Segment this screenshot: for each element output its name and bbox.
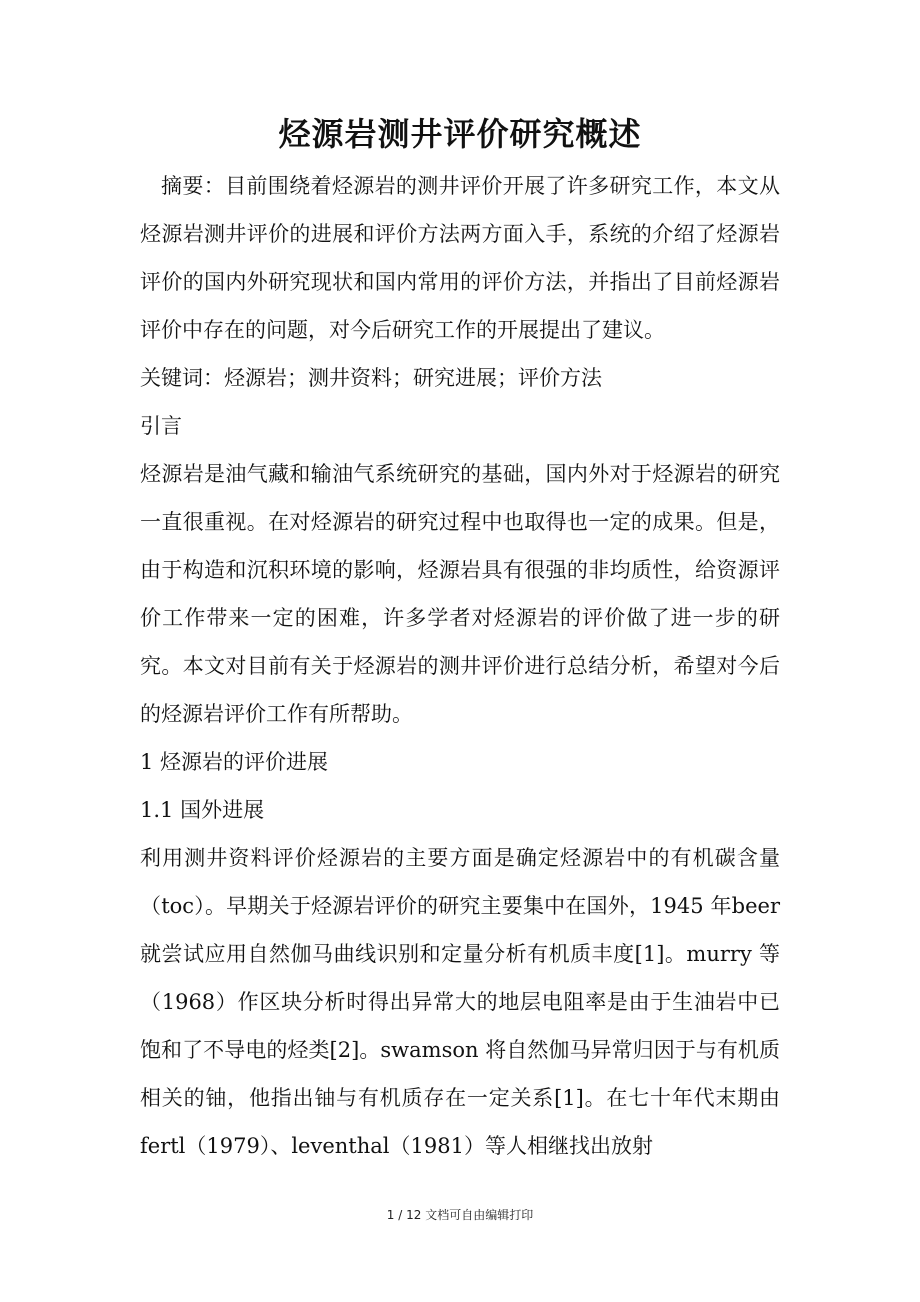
intro-heading: 引言 [140, 414, 182, 438]
intro-paragraph: 烃源岩是油气藏和输油气系统研究的基础，国内外对于烃源岩的研究一直很重视。在对烃源岩的研究过程中也取得也一定的成果。但是，由于构造和沉积环境的影响，烃源岩具有很强的非均质性，给资源评价工作带来一定的困难，许多学者对烃源岩的评价做了进一步的研究。本文对目前有关于烃源岩的测井评价进行总结分析，希望对今后的烃源岩评价工作有所帮助。 [140, 462, 780, 726]
section-1-1-paragraph: 利用测井资料评价烃源岩的主要方面是确定烃源岩中的有机碳含量（toc）。早期关于烃源岩评价的研究主要集中在国外，1945 年beer 就尝试应用自然伽马曲线识别和定量分析有机质丰度[1]。murry 等（1968）作区块分析时得出异常大的地层电阻率是由于生油岩中已饱和了不导电的烃类[2]。swamson 将自然伽马异常归因于与有机质相关的铀，他指出铀与有机质存在一定关系[1]。在七十年代末期由 fertl（1979）、leventhal（1981）等人相继找出放射 [140, 846, 780, 1158]
section-1-heading: 1 烃源岩的评价进展 [140, 750, 329, 774]
abstract-paragraph: 摘要：目前围绕着烃源岩的测井评价开展了许多研究工作，本文从烃源岩测井评价的进展和评价方法两方面入手，系统的介绍了烃源岩评价的国内外研究现状和国内常用的评价方法，并指出了目前烃源岩评价中存在的问题，对今后研究工作的开展提出了建议。 [140, 174, 780, 342]
page-footer: 1 / 12 文档可自由编辑打印 [386, 1208, 534, 1222]
document-title: 烃源岩测井评价研究概述 [278, 115, 642, 153]
keywords-line: 关键词：烃源岩；测井资料；研究进展；评价方法 [140, 366, 602, 390]
section-1-1-heading: 1.1 国外进展 [140, 798, 265, 822]
